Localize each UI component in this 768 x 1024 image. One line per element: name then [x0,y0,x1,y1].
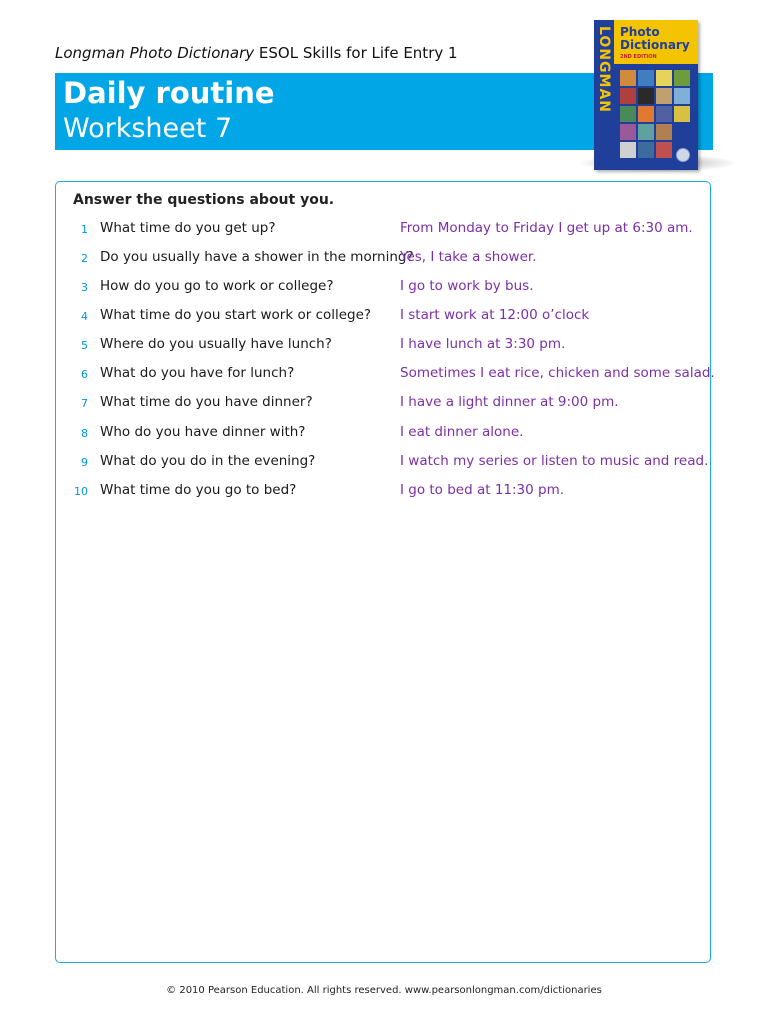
question-row [56,394,710,418]
question-text: What time do you get up? [100,220,276,236]
photo-tile [620,88,636,104]
answer-text: I go to bed at 11:30 pm. [400,482,565,498]
photo-tile [674,70,690,86]
answer-text: I watch my series or listen to music and read. [400,453,709,469]
question-number: 10 [74,485,88,498]
photo-tile [656,88,672,104]
photo-tile [674,106,690,122]
question-text: Do you usually have a shower in the morning? [100,249,414,265]
question-row [56,424,710,448]
answer-text: From Monday to Friday I get up at 6:30 am. [400,220,693,236]
question-row [56,365,715,389]
book-spine-text: LONGMAN [596,26,612,114]
question-number: 8 [81,427,88,440]
question-row [56,482,710,506]
book-title-line-1: Photo [620,25,660,39]
answer-text: I go to work by bus. [400,278,534,294]
book-edition: 2ND EDITION [620,54,657,60]
photo-tile [620,124,636,140]
question-row [56,336,710,360]
question-text: How do you go to work or college? [100,278,334,294]
book-title-line-2: Dictionary [620,38,690,52]
photo-tile [656,70,672,86]
photo-tile [656,106,672,122]
answer-text: I have a light dinner at 9:00 pm. [400,394,619,410]
photo-tile [638,70,654,86]
question-number: 9 [81,456,88,469]
question-row [56,453,710,477]
answer-text: Sometimes I eat rice, chicken and some salad. [400,365,715,381]
answer-text: Yes, I take a shower. [400,249,537,265]
photo-tile [656,124,672,140]
question-row [56,249,710,273]
answer-text: I start work at 12:00 o’clock [400,307,590,323]
book-spine [594,20,614,170]
question-number: 5 [81,339,88,352]
cd-icon [676,148,690,162]
question-number: 7 [81,397,88,410]
photo-tile [674,88,690,104]
question-row [56,220,710,244]
question-row [56,278,710,302]
series-subtitle: ESOL Skills for Life Entry 1 [254,44,458,62]
question-text: Where do you usually have lunch? [100,336,332,352]
answer-text: I eat dinner alone. [400,424,524,440]
question-text: Who do you have dinner with? [100,424,306,440]
question-row [56,307,710,331]
book-cover-image [594,20,698,170]
question-text: What time do you start work or college? [100,307,372,323]
worksheet-box [55,181,715,963]
photo-tile [620,106,636,122]
answer-text: I have lunch at 3:30 pm. [400,336,566,352]
photo-tile [620,70,636,86]
question-number: 2 [81,252,88,265]
question-text: What do you have for lunch? [100,365,295,381]
question-text: What time do you have dinner? [100,394,313,410]
question-number: 1 [81,223,88,236]
instruction-text: Answer the questions about you. [73,192,335,208]
question-number: 6 [81,368,88,381]
series-line [55,44,458,62]
question-text: What time do you go to bed? [100,482,297,498]
copyright-footer: © 2010 Pearson Education. All rights reserved. www.pearsonlongman.com/dictionaries [166,985,602,996]
question-number: 4 [81,310,88,323]
page-title: Daily routine [63,76,275,110]
worksheet-label: Worksheet 7 [63,113,233,144]
question-text: What do you do in the evening? [100,453,316,469]
photo-tile [638,88,654,104]
question-number: 3 [81,281,88,294]
photo-tile [656,142,672,158]
photo-tile [638,142,654,158]
photo-tile [638,124,654,140]
photo-tile [638,106,654,122]
photo-tile [620,142,636,158]
book-cover-title [620,26,690,52]
series-title: Longman Photo Dictionary [55,44,255,62]
